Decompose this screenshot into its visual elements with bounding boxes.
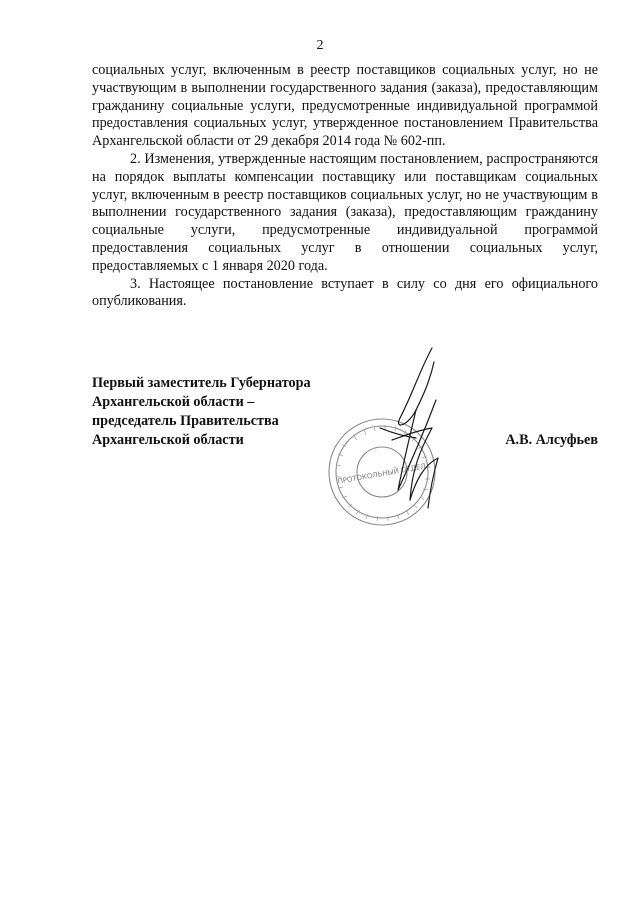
stamp-text: ПРОТОКОЛЬНЫЙ ОТДЕЛ	[337, 462, 427, 486]
paragraph-item-2: 2. Изменения, утвержденные настоящим постановлением, распространяются на порядок выплаты компенсации поставщику или поставщикам социальных услуг, включенным в реестр поставщиков социальных услуг, но не участвующим в выполнении государственного задания (заказа), предоставляющим гражданину социальные услуги, предусмотренные индивидуальной программой предоставления социальных услуг в отношении социальных услуг, предоставляемых с 1 января 2020 года.	[92, 150, 598, 274]
signatory-position-line: Архангельской области –	[92, 394, 255, 410]
handwritten-signature	[380, 348, 438, 508]
paragraph-item-3: 3. Настоящее постановление вступает в силу со дня его официального опубликования.	[92, 275, 598, 310]
stamp-and-signature	[320, 340, 480, 540]
signatory-position-line: Архангельской области	[92, 432, 244, 448]
signatory-position-line: Первый заместитель Губернатора	[92, 375, 311, 391]
signatory-position-line: председатель Правительства	[92, 413, 279, 429]
paragraph-continuation: социальных услуг, включенным в реестр поставщиков социальных услуг, но не участвующим в выполнении государственного задания (заказа), предоставляющим гражданину социальные услуги, предусмотренные индивидуальной программой предоставления социальных услуг, утвержденное постановлением Правительства Архангельской области от 29 декабря 2014 года № 602-пп.	[92, 62, 598, 150]
document-body	[92, 62, 598, 311]
signatory-name: А.В. Алсуфьев	[505, 432, 598, 448]
page-number: 2	[316, 38, 324, 53]
